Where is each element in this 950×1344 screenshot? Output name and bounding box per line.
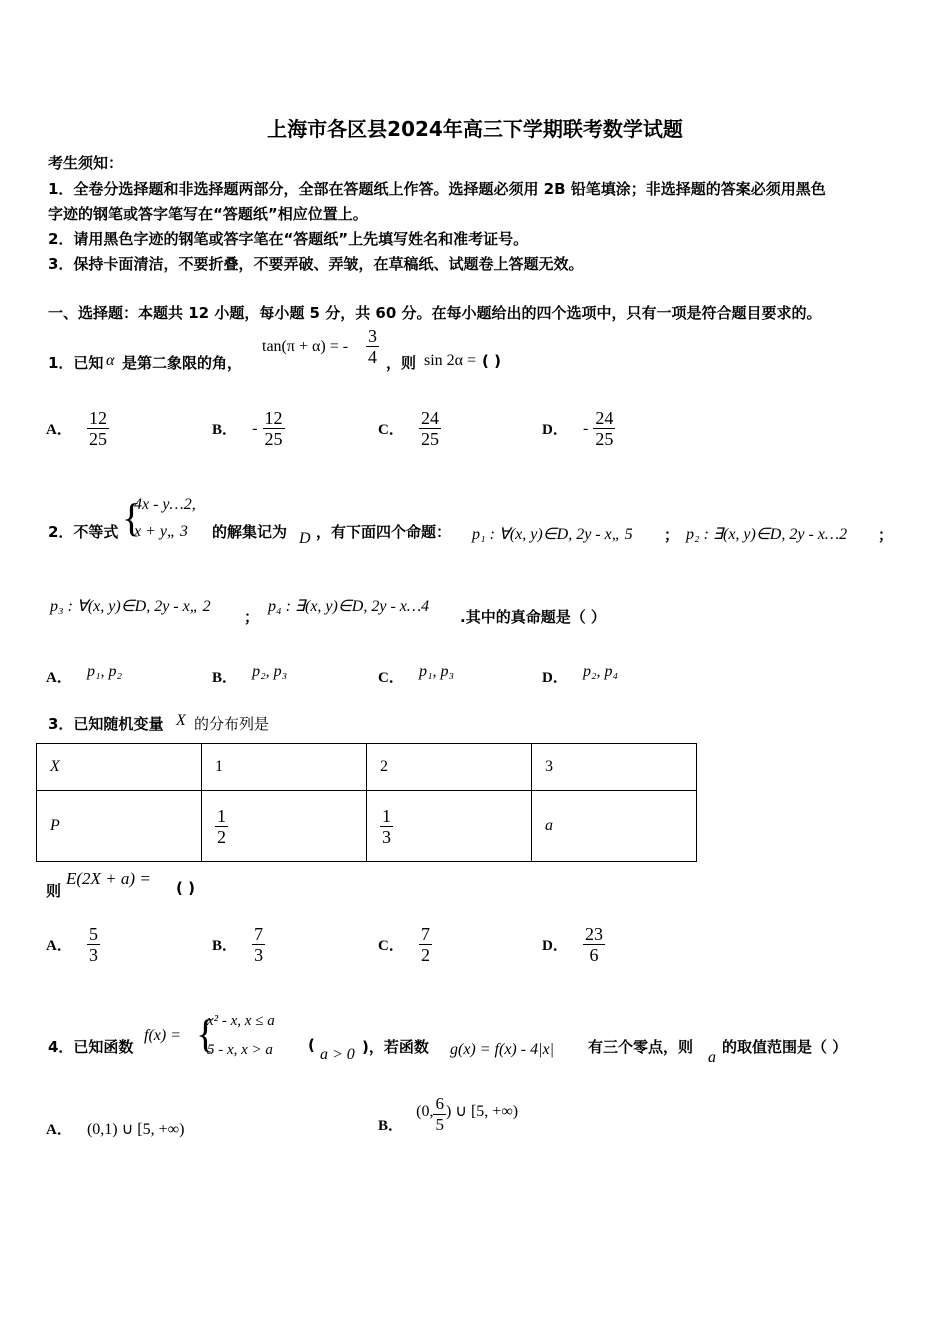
cell-fraction — [215, 806, 228, 847]
q4-option-b[interactable] — [378, 1094, 518, 1135]
frac-den: 2 — [216, 826, 226, 847]
table-cell — [37, 744, 202, 791]
frac-num: 6 — [435, 1094, 444, 1113]
option-prefix: (0, — [416, 1103, 434, 1120]
option-value: p₁, p₂ — [86, 663, 123, 680]
frac-den: 2 — [420, 945, 430, 965]
option-fraction — [87, 408, 109, 449]
q4-case-2: 5 - x, x > a — [207, 1042, 273, 1058]
option-label: C． — [378, 670, 404, 686]
q2-system-line1: 4x - y…2, — [134, 496, 196, 513]
q2-text-2: ，有下面四个命题： — [316, 523, 452, 541]
option-label: D． — [542, 938, 568, 954]
option-suffix: ) ∪ [5, +∞) — [445, 1103, 519, 1120]
q3-then: 则 — [46, 882, 62, 900]
frac-den: 5 — [435, 1115, 444, 1134]
table-cell: 3 — [531, 744, 696, 791]
cell-a: a — [544, 817, 553, 834]
q4-paren-open: ( — [308, 1036, 315, 1054]
option-fraction — [252, 924, 265, 965]
frac-den: 3 — [254, 945, 264, 965]
notice-line-1a: 1．全卷分选择题和非选择题两部分，全部在答题纸上作答。选择题必须用 2B 铅笔填涂；非选择题的答案必须用黑色 — [48, 180, 826, 198]
notice-line-2: 2．请用黑色字迹的钢笔或答字笔在“答题纸”上先填写姓名和准考证号。 — [48, 230, 529, 248]
option-label: C． — [378, 938, 404, 954]
option-value: p₁, p₃ — [418, 663, 455, 680]
option-fraction — [263, 408, 285, 449]
q4-option-a[interactable] — [46, 1118, 184, 1139]
option-label: B． — [212, 938, 238, 954]
option-label: D． — [542, 422, 568, 438]
q1-prefix: 1．已知 — [48, 354, 104, 372]
q2-system-line2: x + y„ 3 — [134, 523, 188, 540]
q2-prop-p4: p₄ : ∃(x, y)∈D, 2y - x…4 — [268, 598, 430, 615]
frac-num: 23 — [584, 924, 603, 944]
table-cell — [37, 791, 202, 862]
frac-den: 25 — [595, 429, 614, 449]
option-value: p₂, p₃ — [252, 663, 288, 680]
q2-prefix: 2．不等式 — [48, 523, 119, 541]
q2-set-d: D — [299, 530, 311, 547]
frac-num: 1 — [381, 805, 391, 826]
option-label: C． — [378, 422, 404, 438]
q2-question: .其中的真命题是（ ） — [460, 608, 606, 626]
table-row — [37, 744, 697, 791]
q3-option-c[interactable] — [378, 924, 432, 965]
notice-line-1b: 字迹的钢笔或答字笔写在“答题纸”相应位置上。 — [48, 205, 368, 223]
option-fraction — [419, 408, 441, 449]
frac-num: 12 — [88, 408, 107, 428]
frac-den: 3 — [88, 945, 98, 965]
frac-num: 7 — [254, 924, 264, 944]
q3-variable-x: X — [176, 712, 186, 729]
q1-alpha: α — [106, 352, 115, 369]
q4-function-g: g(x) = f(x) - 4|x| — [450, 1041, 554, 1058]
option-fraction — [583, 924, 605, 965]
q1-option-b[interactable] — [212, 408, 285, 449]
q1-fraction — [366, 326, 379, 367]
q4-text-2: 有三个零点，则 — [588, 1038, 694, 1056]
q1-option-d[interactable] — [542, 408, 615, 449]
frac-den: 25 — [420, 429, 439, 449]
option-label: A． — [46, 938, 72, 954]
q4-function-f: f(x) = — [144, 1027, 181, 1044]
frac-num: 7 — [420, 924, 430, 944]
frac-den: 6 — [589, 945, 599, 965]
option-label: A． — [46, 1122, 72, 1138]
option-sign: - — [252, 419, 258, 437]
frac-num: 24 — [420, 408, 439, 428]
q1-option-a[interactable] — [46, 408, 109, 449]
frac-num: 12 — [264, 408, 283, 428]
notice-line-3: 3．保持卡面清洁，不要折叠，不要弄破、弄皱，在草稿纸、试题卷上答题无效。 — [48, 255, 584, 273]
option-fraction — [419, 924, 432, 965]
option-label: B． — [378, 1118, 404, 1134]
option-label: A． — [46, 422, 72, 438]
q1-option-c[interactable] — [378, 408, 441, 449]
frac-num: 5 — [88, 924, 98, 944]
option-label: B． — [212, 422, 238, 438]
q2-sep-1: ； — [664, 526, 680, 544]
q1-frac-num: 3 — [368, 326, 377, 346]
table-row — [37, 791, 697, 862]
q2-sep-2: ； — [878, 526, 894, 544]
page-title: 上海市各区县2024年高三下学期联考数学试题 — [267, 117, 683, 141]
cell-p: P — [50, 817, 60, 834]
q4-brace: { — [196, 1011, 216, 1056]
q1-frac-den: 4 — [368, 347, 377, 367]
section-heading: 一、选择题：本题共 12 小题，每小题 5 分，共 60 分。在每小题给出的四个选项中，只有一项是符合题目要求的。 — [48, 304, 822, 322]
option-value: p₂, p₄ — [582, 663, 619, 680]
q3-option-a[interactable] — [46, 924, 100, 965]
q4-text-1: )，若函数 — [362, 1038, 429, 1056]
q4-prefix: 4．已知函数 — [48, 1038, 134, 1056]
q2-option-b[interactable] — [212, 660, 288, 686]
q4-param-a: a — [708, 1049, 716, 1066]
table-cell: 1 — [201, 744, 366, 791]
q1-then: ，则 — [386, 354, 417, 372]
q2-sep-3: ； — [244, 608, 260, 626]
cell-x: X — [50, 758, 60, 775]
q3-prefix: 3．已知随机变量 — [48, 715, 164, 733]
option-value: (0,1) ∪ [5, +∞) — [86, 1121, 185, 1138]
q2-option-c[interactable] — [378, 660, 455, 686]
option-sign: - — [582, 419, 589, 437]
table-cell — [366, 791, 531, 862]
q2-prop-p1: p₁ : ∀(x, y)∈D, 2y - x„ 5 — [472, 526, 633, 543]
q1-sin-expr: sin 2α = — [424, 352, 477, 369]
q4-case-1: x² - x, x ≤ a — [207, 1013, 275, 1029]
option-fraction — [593, 408, 615, 449]
q1-answer-paren: ( ) — [482, 352, 501, 370]
option-label: D． — [542, 670, 568, 686]
frac-num: 24 — [595, 408, 614, 428]
frac-den: 25 — [264, 429, 283, 449]
table-cell: 2 — [366, 744, 531, 791]
table-cell — [531, 791, 696, 862]
q3-option-d[interactable] — [542, 924, 605, 965]
cell-fraction — [380, 806, 393, 847]
notice-heading: 考生须知： — [48, 154, 124, 172]
frac-den: 3 — [381, 826, 391, 847]
q2-prop-p2: p₂ : ∃(x, y)∈D, 2y - x…2 — [686, 526, 848, 543]
q2-option-d[interactable] — [542, 660, 619, 686]
distribution-table — [36, 743, 697, 862]
q4-text-3: 的取值范围是（ ） — [722, 1038, 848, 1056]
option-label: B． — [212, 670, 238, 686]
table-cell — [201, 791, 366, 862]
q1-text: 是第二象限的角， — [122, 354, 243, 372]
option-label: A． — [46, 670, 72, 686]
q2-prop-p3: p₃ : ∀(x, y)∈D, 2y - x„ 2 — [50, 598, 211, 615]
q2-text-1: 的解集记为 — [212, 523, 288, 541]
q2-option-a[interactable] — [46, 660, 123, 686]
option-fraction — [433, 1094, 446, 1135]
q1-tan-expr: tan(π + α) = - — [262, 338, 349, 355]
q3-option-b[interactable] — [212, 924, 265, 965]
frac-num: 1 — [216, 805, 226, 826]
q3-answer-paren: ( ) — [176, 879, 195, 897]
q3-expectation: E(2X + a) = — [66, 869, 151, 888]
q2-brace: { — [122, 495, 142, 540]
q4-condition: a > 0 — [320, 1046, 355, 1063]
option-fraction — [87, 924, 100, 965]
q3-text: 的分布列是 — [194, 715, 270, 733]
frac-den: 25 — [88, 429, 107, 449]
